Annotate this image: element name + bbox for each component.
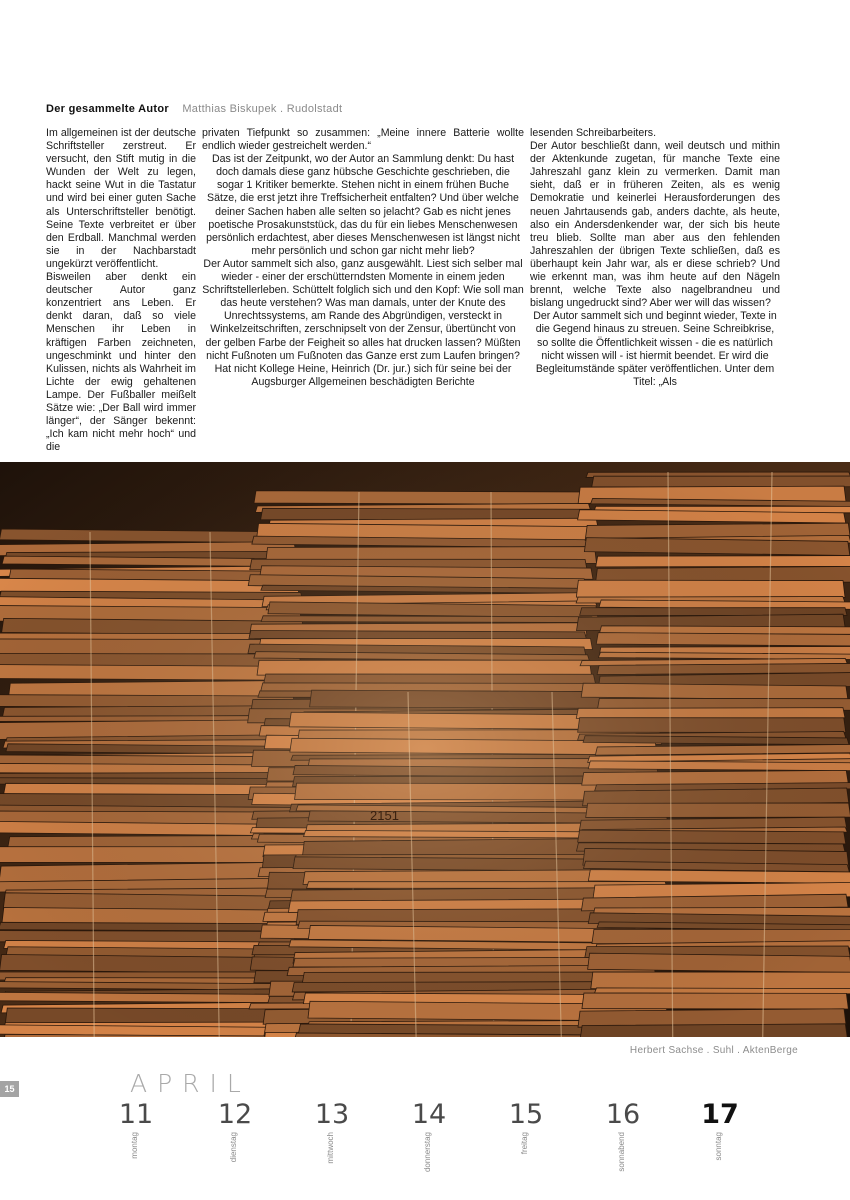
paragraph: Im allgemeinen ist der deutsche Schriftsteller zerstreut. Er versucht, den Stift mutig in die Wunden der Welt zu legen, hackt seine Wut in die Tastatur und wird bei einer guten Sache als Unterschriftsteller benötigt. Seine Texte verbreitet er über den Erdball. Manchmal werden sie in der Nachbarstadt ungekürzt veröffentlicht. [46,127,196,270]
paragraph: privaten Tiefpunkt so zusammen: „Meine innere Batterie wollte endlich wieder gestreichelt werden.“ [202,127,524,153]
day-weekday: sonnabend [617,1132,626,1172]
stack-label: 2151 [370,808,399,823]
text-column-2 [202,127,524,389]
day-weekday: freitag [520,1132,529,1155]
paragraph: Das ist der Zeitpunkt, wo der Autor an Sammlung denkt: Du hast doch damals diese ganz hübsche Geschichte geschrieben, die sogar 1 Kritiker bemerkte. Stehen nicht in einem frühen Buche Sätze, die erst jetzt ihre Treffsicherheit entfalten? Und über welche deiner Sachen haben alle selten so jelacht? Gab es nicht jenes poetische Prosakunststück, das du für ein liebes Menschenwesen persönlich erdachtest, aber dieses Menschenwesen ist längst nicht mehr persönlich und schon gar nicht mehr lieb? [206,153,520,257]
paragraph: Der Autor sammelt sich also, ganz ausgewählt. Liest sich selber mal wieder - einer der erschütterndsten Momente in einem jeden Schriftstellerleben. Schüttelt folglich sich und den Kopf: Wie soll man das heute verstehen? Was man damals, unter der Knute des Unrechtssystems, am Rande des Abgründigen, versteckt in Winkelzeitschriften, zerschnipselt von der Zensur, übertüncht von der gelben Farbe der Feigheit so alles hat drucken lassen? Müßten nicht Fußnoten um Fußnoten das Ganze erst zum Laufen bringen? Hat nicht Kollege Heine, Heinrich (Dr. jur.) sich für seine bei der Augsburger Allgemeinen beschädigten Berichte [202,257,524,388]
calendar-day [399,1098,459,1173]
photo-caption: Herbert Sachse . Suhl . AktenBerge [629,1045,798,1056]
day-number: 12 [217,1099,253,1130]
article-header [46,103,342,115]
day-weekday: dienstag [229,1132,238,1163]
day-number: 11 [118,1099,154,1130]
paragraph: Der Autor sammelt sich und beginnt wieder, Texte in die Gegend hinaus zu streuen. Seine Schreibkrise, so sollte die Öffentlichkeit wissen - die es natürlich nicht wissen will - ist hiermit beendet. Er wird die Begleitumstände später veröffentlichen. Unter dem Titel: „Als [533,310,777,388]
calendar-day [106,1098,166,1159]
text-column-3 [530,127,780,389]
calendar-day [496,1098,556,1155]
page-number: 15 [0,1081,19,1097]
paragraph: Bisweilen aber denkt ein deutscher Autor ganz konzentriert ans Leben. Er denkt daran, daß so viele Menschen ihr Leben in kräftigen Farben zeichneten, ungeschminkt und hinter den Kulissen, nichts als Wahrheit im Lichte der ewig gehaltenen Lampe. Der Fußballer meißelt Sätze wie: „Der Ball wird immer länger“, der Sänger bekennt: „Ich kam nicht mehr hoch“ und die [46,271,196,454]
paragraph: Der Autor beschließt dann, weil deutsch und mithin der Aktenkunde zugetan, für manche Texte eine Jahreszahl ganz klein zu vermerken. Damit man sieht, daß er in früheren Zeiten, als es wenig Demokratie und keinerlei Herausforderungen des neuen Jahrtausends gab, anders dachte, als heute, also ein Andersdenkender war, der sich bis heute treu blieb. Sollte man aber aus den fehlenden Jahreszahlen der übrigen Texte schließen, daß es überhaupt kein Jahr war, als er diese schrieb? Und wie erkennt man, was ihm heute auf den Nägeln brennt, welche Texte also nagelbrandneu und bislang ungedruckt sind? Aber wer will das wissen? [530,140,780,310]
day-number: 14 [411,1099,447,1130]
paper-stacks-illustration [0,462,850,1037]
calendar-day [205,1098,265,1163]
day-number: 16 [605,1099,641,1130]
calendar-day-sunday [690,1098,750,1161]
article-title: Der gesammelte Autor [46,103,169,115]
text-column-1 [46,127,196,454]
day-number: 17 [701,1099,739,1130]
paragraph: lesenden Schreibarbeiters. [530,127,657,139]
day-number: 13 [314,1099,350,1130]
calendar-month: APRIL [130,1069,251,1098]
article-author: Matthias Biskupek . Rudolstadt [182,103,343,115]
day-weekday: montag [130,1132,139,1159]
photo-paper-stacks [0,462,850,1037]
calendar-day [302,1098,362,1164]
calendar-day [593,1098,653,1172]
day-number: 15 [508,1099,544,1130]
day-weekday: sonntag [714,1132,723,1161]
day-weekday: donnerstag [423,1132,432,1173]
day-weekday: mittwoch [326,1132,335,1164]
